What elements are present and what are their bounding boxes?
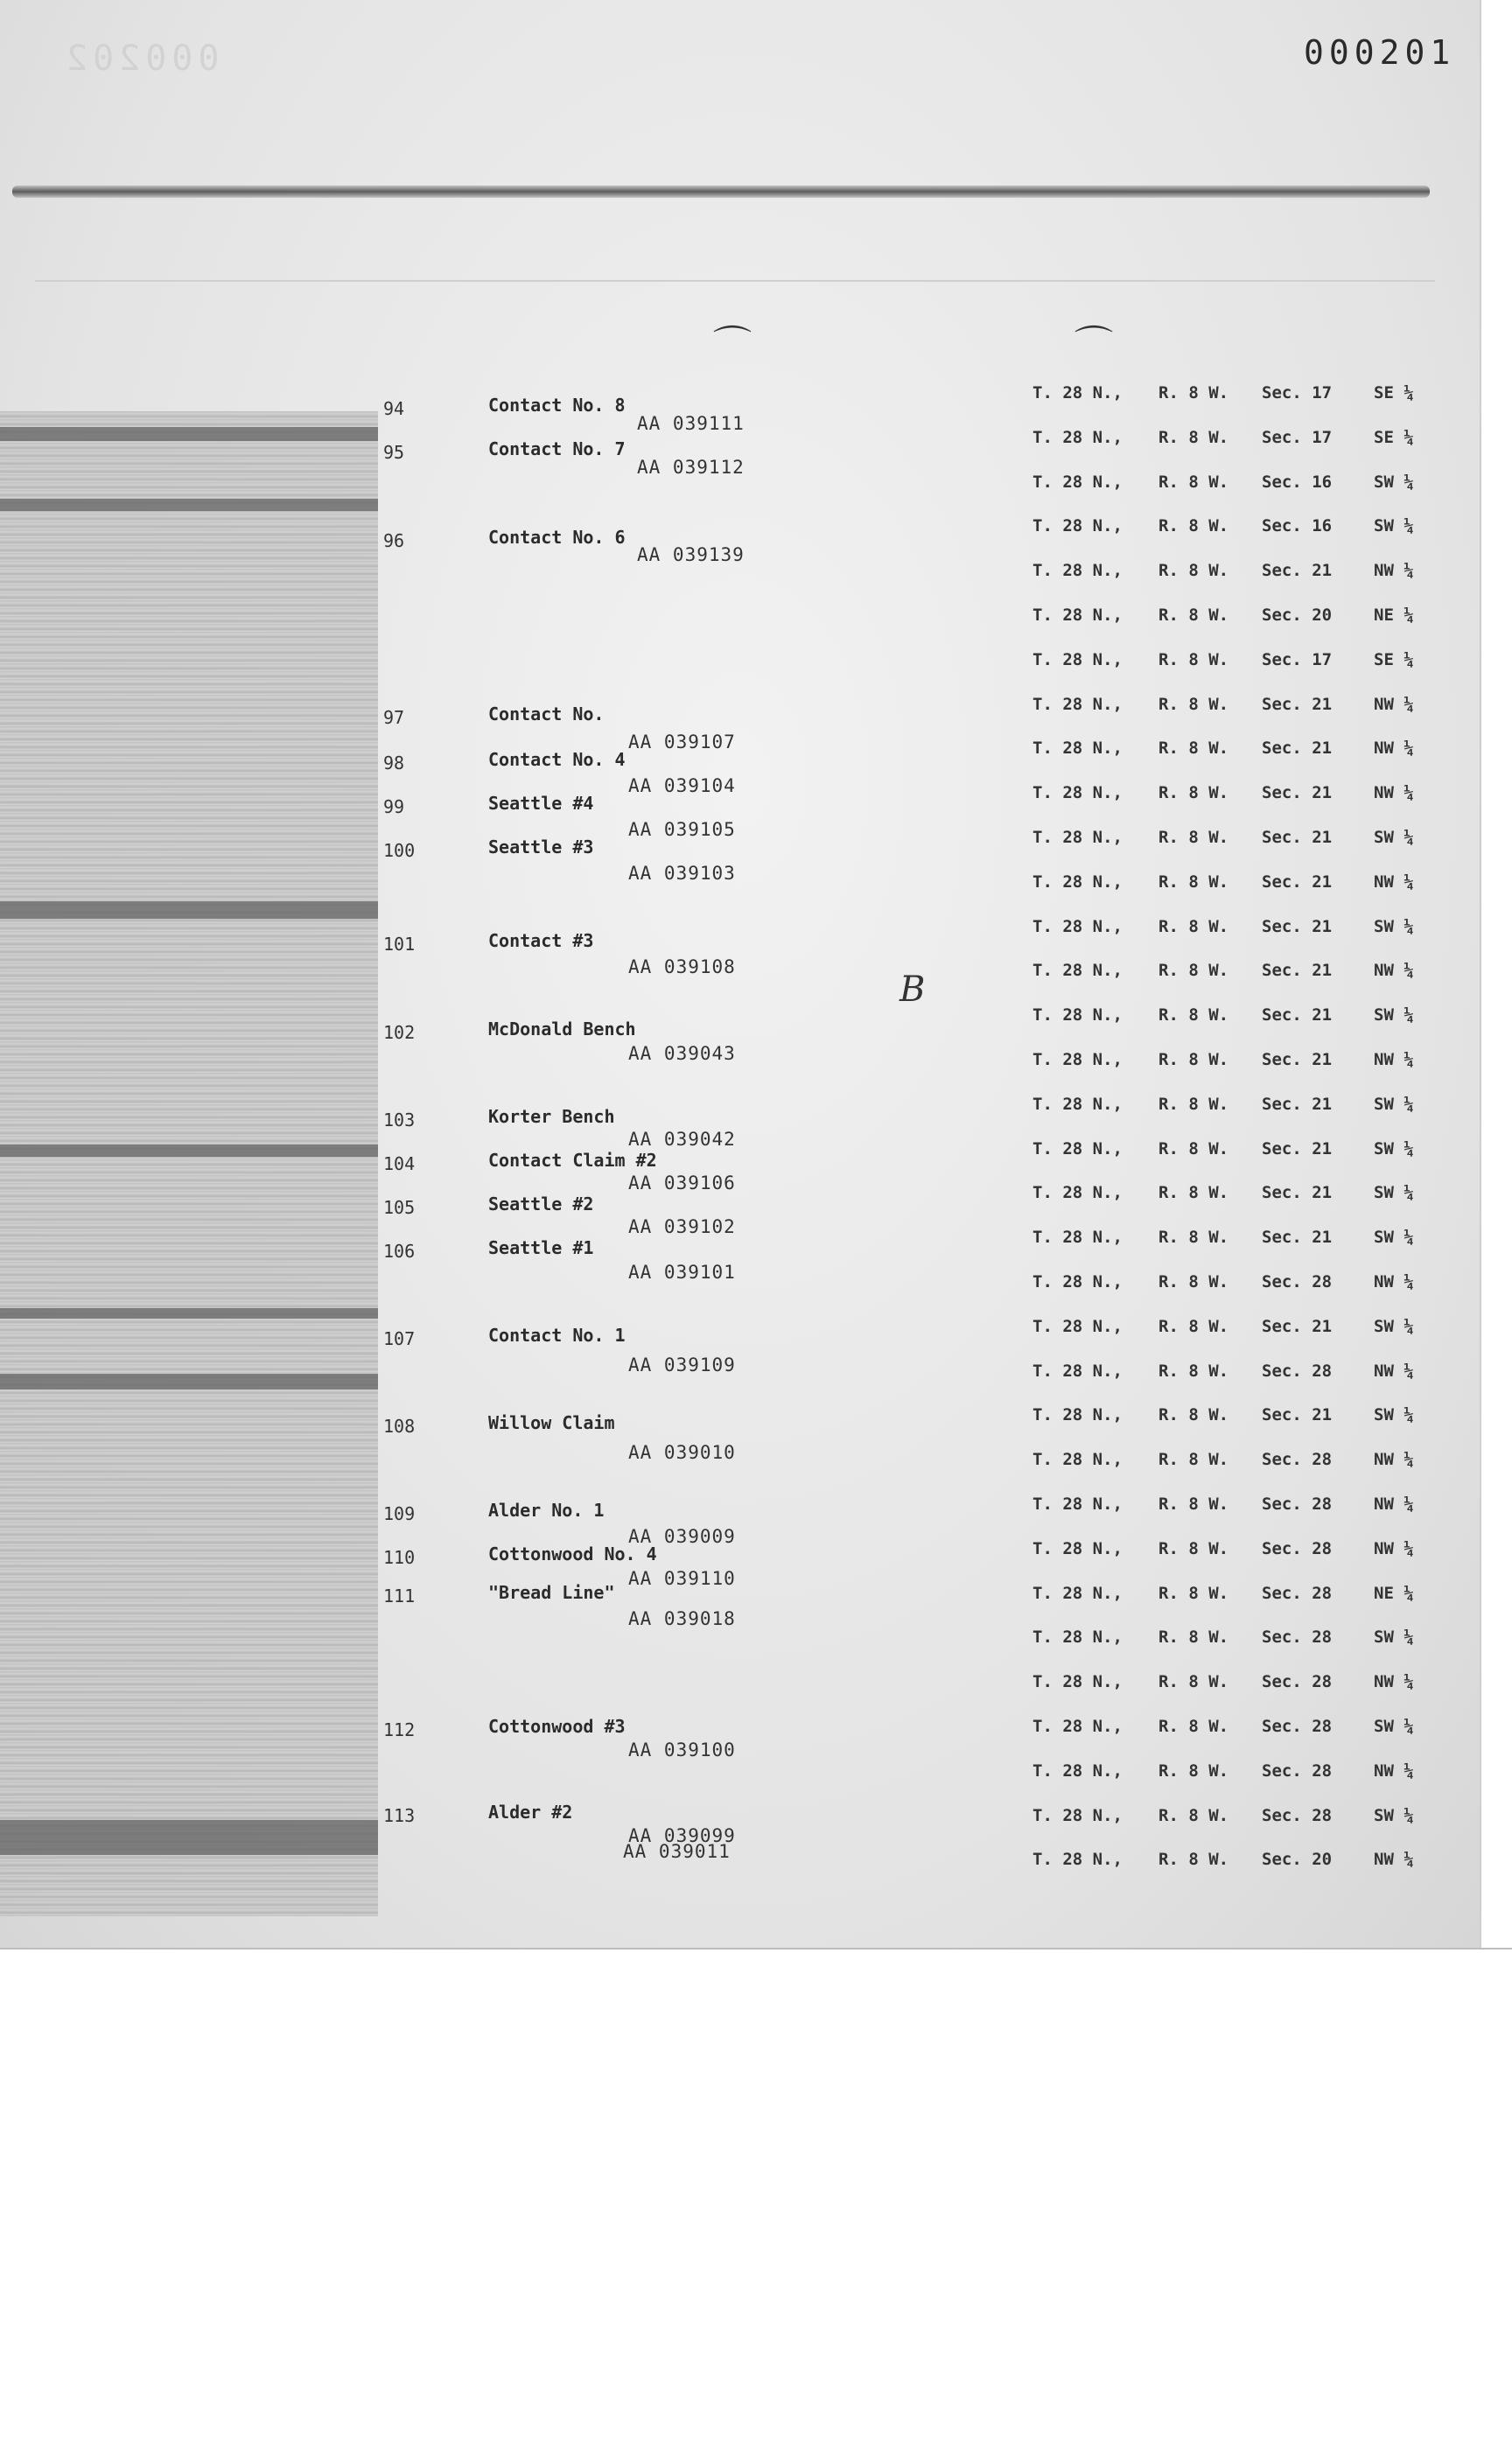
legal-quarter: SW ¼ [1374,1317,1414,1336]
legal-row [1032,472,1426,492]
legal-row [1032,783,1426,802]
legal-row [1032,828,1426,847]
legal-township: T. 28 N., [1032,1628,1123,1647]
legal-quarter: SW ¼ [1374,1139,1414,1158]
entry-number: 112 [383,1719,416,1740]
claim-serial: AA 039108 [628,956,736,977]
strip-band [0,1374,378,1390]
legal-range: R. 8 W. [1158,1806,1229,1825]
top-rule [12,186,1430,198]
legal-row [1032,1095,1426,1114]
legal-row [1032,1405,1426,1424]
legal-row [1032,1494,1426,1514]
legal-section: Sec. 21 [1262,738,1333,758]
legal-township: T. 28 N., [1032,1405,1123,1424]
strip-band [0,1308,378,1319]
strip-band [0,499,378,511]
legal-township: T. 28 N., [1032,695,1123,714]
legal-township: T. 28 N., [1032,1717,1123,1736]
legal-quarter: NW ¼ [1374,1672,1414,1691]
legal-section: Sec. 28 [1262,1494,1333,1514]
legal-quarter: NW ¼ [1374,872,1414,892]
legal-range: R. 8 W. [1158,561,1229,580]
legal-township: T. 28 N., [1032,1228,1123,1247]
claim-name: Alder #2 [488,1802,573,1823]
legal-row [1032,1628,1426,1647]
legal-row [1032,1050,1426,1069]
strip-band [0,901,378,919]
legal-township: T. 28 N., [1032,516,1123,536]
claim-serial: AA 039099 [628,1825,736,1846]
legal-section: Sec. 17 [1262,428,1333,447]
legal-quarter: NW ¼ [1374,561,1414,580]
legal-range: R. 8 W. [1158,1139,1229,1158]
extra-serial: AA 039011 [623,1841,731,1862]
claim-name: Willow Claim [488,1412,615,1433]
entry-number: 107 [383,1328,416,1349]
legal-section: Sec. 21 [1262,1139,1333,1158]
claim-serial: AA 039102 [628,1216,736,1237]
legal-range: R. 8 W. [1158,738,1229,758]
left-scan-strip [0,411,378,1916]
legal-quarter: NW ¼ [1374,1850,1414,1869]
legal-township: T. 28 N., [1032,1539,1123,1558]
legal-range: R. 8 W. [1158,1272,1229,1292]
claim-name: Seattle #2 [488,1194,594,1214]
claim-name: Contact No. [488,704,605,724]
legal-township: T. 28 N., [1032,1672,1123,1691]
legal-township: T. 28 N., [1032,1450,1123,1469]
legal-section: Sec. 20 [1262,606,1333,625]
legal-township: T. 28 N., [1032,472,1123,492]
entry-number: 101 [383,934,416,955]
legal-row [1032,917,1426,936]
document-number: 000201 [1304,33,1456,72]
entry-number: 105 [383,1197,416,1218]
claim-serial: AA 039112 [637,457,745,478]
legal-township: T. 28 N., [1032,1761,1123,1781]
claim-serial: AA 039103 [628,863,736,884]
legal-range: R. 8 W. [1158,606,1229,625]
legal-row [1032,1362,1426,1381]
legal-range: R. 8 W. [1158,917,1229,936]
entry-number: 108 [383,1416,416,1437]
legal-range: R. 8 W. [1158,1628,1229,1647]
legal-township: T. 28 N., [1032,1272,1123,1292]
arc-mark: ⌒ [713,323,752,368]
legal-quarter: SW ¼ [1374,1405,1414,1424]
legal-section: Sec. 21 [1262,917,1333,936]
legal-range: R. 8 W. [1158,1228,1229,1247]
strip-band [0,1144,378,1157]
legal-quarter: SE ¼ [1374,383,1414,402]
page-edge [0,1948,1512,1950]
legal-row [1032,561,1426,580]
claim-serial: AA 039139 [637,544,745,565]
legal-quarter: SW ¼ [1374,1717,1414,1736]
legal-range: R. 8 W. [1158,1005,1229,1025]
legal-quarter: SW ¼ [1374,472,1414,492]
legal-quarter: SW ¼ [1374,828,1414,847]
entry-number: 95 [383,442,405,463]
claim-serial: AA 039043 [628,1043,736,1064]
legal-range: R. 8 W. [1158,472,1229,492]
legal-quarter: SW ¼ [1374,917,1414,936]
legal-range: R. 8 W. [1158,961,1229,980]
legal-range: R. 8 W. [1158,1539,1229,1558]
entry-number: 100 [383,840,416,861]
legal-row [1032,606,1426,625]
legal-quarter: NW ¼ [1374,1050,1414,1069]
legal-section: Sec. 28 [1262,1761,1333,1781]
claim-name: Contact No. 6 [488,527,626,548]
legal-section: Sec. 21 [1262,961,1333,980]
legal-row [1032,1228,1426,1247]
legal-township: T. 28 N., [1032,783,1123,802]
legal-section: Sec. 21 [1262,561,1333,580]
legal-row [1032,1183,1426,1202]
claim-serial: AA 039009 [628,1526,736,1547]
legal-row [1032,1139,1426,1158]
legal-section: Sec. 21 [1262,872,1333,892]
entry-number: 110 [383,1547,416,1568]
legal-section: Sec. 28 [1262,1584,1333,1603]
claim-serial: AA 039101 [628,1262,736,1283]
claim-serial: AA 039110 [628,1568,736,1589]
claim-serial: AA 039100 [628,1740,736,1760]
faint-rule [35,280,1435,282]
legal-quarter: NW ¼ [1374,961,1414,980]
legal-township: T. 28 N., [1032,1584,1123,1603]
legal-section: Sec. 21 [1262,1005,1333,1025]
legal-quarter: SW ¼ [1374,516,1414,536]
legal-township: T. 28 N., [1032,828,1123,847]
legal-section: Sec. 28 [1262,1539,1333,1558]
legal-section: Sec. 28 [1262,1717,1333,1736]
legal-range: R. 8 W. [1158,516,1229,536]
legal-section: Sec. 21 [1262,828,1333,847]
legal-township: T. 28 N., [1032,1806,1123,1825]
entry-number: 111 [383,1586,416,1606]
legal-quarter: SW ¼ [1374,1806,1414,1825]
claim-name: Contact No. 7 [488,438,626,459]
legal-quarter: NE ¼ [1374,1584,1414,1603]
legal-township: T. 28 N., [1032,383,1123,402]
legal-quarter: NW ¼ [1374,1272,1414,1292]
legal-section: Sec. 21 [1262,1095,1333,1114]
legal-range: R. 8 W. [1158,1362,1229,1381]
legal-section: Sec. 17 [1262,383,1333,402]
legal-range: R. 8 W. [1158,695,1229,714]
legal-township: T. 28 N., [1032,872,1123,892]
legal-range: R. 8 W. [1158,650,1229,669]
legal-range: R. 8 W. [1158,1050,1229,1069]
legal-range: R. 8 W. [1158,428,1229,447]
legal-township: T. 28 N., [1032,1317,1123,1336]
legal-section: Sec. 21 [1262,1050,1333,1069]
legal-quarter: SE ¼ [1374,428,1414,447]
claim-name: Alder No. 1 [488,1500,605,1521]
legal-range: R. 8 W. [1158,1095,1229,1114]
legal-quarter: NW ¼ [1374,1494,1414,1514]
legal-quarter: NW ¼ [1374,738,1414,758]
legal-quarter: SW ¼ [1374,1095,1414,1114]
claim-serial: AA 039111 [637,413,745,434]
claim-name: Cottonwood No. 4 [488,1544,657,1564]
legal-township: T. 28 N., [1032,917,1123,936]
legal-row [1032,1005,1426,1025]
claim-serial: AA 039042 [628,1129,736,1150]
legal-township: T. 28 N., [1032,650,1123,669]
entry-number: 97 [383,707,405,728]
entry-number: 99 [383,796,405,817]
legal-quarter: SW ¼ [1374,1628,1414,1647]
entry-number: 103 [383,1110,416,1130]
legal-township: T. 28 N., [1032,606,1123,625]
legal-range: R. 8 W. [1158,783,1229,802]
entry-number: 96 [383,530,405,551]
legal-section: Sec. 21 [1262,695,1333,714]
handwritten-b: B [900,970,926,1010]
legal-section: Sec. 21 [1262,1183,1333,1202]
legal-range: R. 8 W. [1158,872,1229,892]
legal-township: T. 28 N., [1032,1139,1123,1158]
claim-name: "Bread Line" [488,1582,615,1603]
legal-quarter: SW ¼ [1374,1183,1414,1202]
legal-quarter: NW ¼ [1374,783,1414,802]
claim-name: Seattle #1 [488,1237,594,1258]
legal-range: R. 8 W. [1158,1405,1229,1424]
legal-range: R. 8 W. [1158,1183,1229,1202]
legal-row [1032,1806,1426,1825]
legal-quarter: SW ¼ [1374,1228,1414,1247]
legal-row [1032,1717,1426,1736]
entry-number: 109 [383,1503,416,1524]
legal-township: T. 28 N., [1032,1183,1123,1202]
legal-quarter: NW ¼ [1374,1362,1414,1381]
claim-name: Contact No. 4 [488,749,626,770]
legal-section: Sec. 21 [1262,1228,1333,1247]
legal-range: R. 8 W. [1158,1317,1229,1336]
legal-row [1032,961,1426,980]
legal-row [1032,1539,1426,1558]
legal-row [1032,1850,1426,1869]
arc-mark: ⌒ [1074,323,1113,368]
legal-section: Sec. 28 [1262,1806,1333,1825]
claim-serial: AA 039109 [628,1354,736,1376]
entry-number: 113 [383,1805,416,1826]
legal-quarter: NW ¼ [1374,695,1414,714]
legal-township: T. 28 N., [1032,1494,1123,1514]
entry-number: 102 [383,1022,416,1043]
legal-row [1032,516,1426,536]
legal-range: R. 8 W. [1158,1584,1229,1603]
legal-row [1032,1584,1426,1603]
legal-range: R. 8 W. [1158,1850,1229,1869]
claim-name: McDonald Bench [488,1018,636,1040]
claim-name: Seattle #3 [488,836,594,858]
legal-section: Sec. 28 [1262,1672,1333,1691]
legal-row [1032,383,1426,402]
legal-range: R. 8 W. [1158,1672,1229,1691]
legal-township: T. 28 N., [1032,961,1123,980]
legal-row [1032,872,1426,892]
entry-number: 94 [383,398,405,419]
legal-section: Sec. 16 [1262,516,1333,536]
legal-quarter: SW ¼ [1374,1005,1414,1025]
claim-name: Seattle #4 [488,793,594,814]
legal-row [1032,650,1426,669]
legal-quarter: SE ¼ [1374,650,1414,669]
legal-section: Sec. 21 [1262,1317,1333,1336]
legal-township: T. 28 N., [1032,428,1123,447]
legal-section: Sec. 20 [1262,1850,1333,1869]
legal-section: Sec. 28 [1262,1272,1333,1292]
claim-serial: AA 039104 [628,775,736,796]
claim-name: Contact #3 [488,930,594,951]
legal-township: T. 28 N., [1032,1095,1123,1114]
claim-name: Cottonwood #3 [488,1716,626,1737]
legal-row [1032,1317,1426,1336]
legal-section: Sec. 28 [1262,1628,1333,1647]
claim-serial: AA 039105 [628,819,736,840]
legal-row [1032,695,1426,714]
entry-number: 104 [383,1153,416,1174]
entry-number: 98 [383,752,405,774]
legal-section: Sec. 16 [1262,472,1333,492]
legal-section: Sec. 21 [1262,783,1333,802]
claim-serial: AA 039107 [628,732,736,752]
strip-band [0,1820,378,1855]
legal-range: R. 8 W. [1158,828,1229,847]
legal-section: Sec. 28 [1262,1450,1333,1469]
legal-section: Sec. 28 [1262,1362,1333,1381]
entry-number: 106 [383,1241,416,1262]
legal-township: T. 28 N., [1032,1850,1123,1869]
legal-row [1032,428,1426,447]
legal-row [1032,1450,1426,1469]
legal-township: T. 28 N., [1032,1362,1123,1381]
legal-township: T. 28 N., [1032,738,1123,758]
claim-name: Contact Claim #2 [488,1150,657,1171]
claim-name: Contact No. 1 [488,1325,626,1346]
legal-range: R. 8 W. [1158,1494,1229,1514]
legal-quarter: NW ¼ [1374,1450,1414,1469]
legal-range: R. 8 W. [1158,383,1229,402]
ghost-document-number: 000202 [61,38,220,79]
legal-range: R. 8 W. [1158,1450,1229,1469]
claim-serial: AA 039106 [628,1172,736,1194]
legal-quarter: NW ¼ [1374,1539,1414,1558]
claim-name: Korter Bench [488,1106,615,1127]
legal-township: T. 28 N., [1032,1050,1123,1069]
strip-band [0,427,378,441]
legal-section: Sec. 17 [1262,650,1333,669]
legal-row [1032,1672,1426,1691]
claim-serial: AA 039018 [628,1608,736,1629]
legal-quarter: NW ¼ [1374,1761,1414,1781]
legal-row [1032,1761,1426,1781]
legal-section: Sec. 21 [1262,1405,1333,1424]
legal-quarter: NE ¼ [1374,606,1414,625]
legal-township: T. 28 N., [1032,561,1123,580]
legal-row [1032,738,1426,758]
legal-range: R. 8 W. [1158,1717,1229,1736]
claim-name: Contact No. 8 [488,395,626,416]
legal-township: T. 28 N., [1032,1005,1123,1025]
legal-range: R. 8 W. [1158,1761,1229,1781]
claim-serial: AA 039010 [628,1442,736,1463]
legal-row [1032,1272,1426,1292]
